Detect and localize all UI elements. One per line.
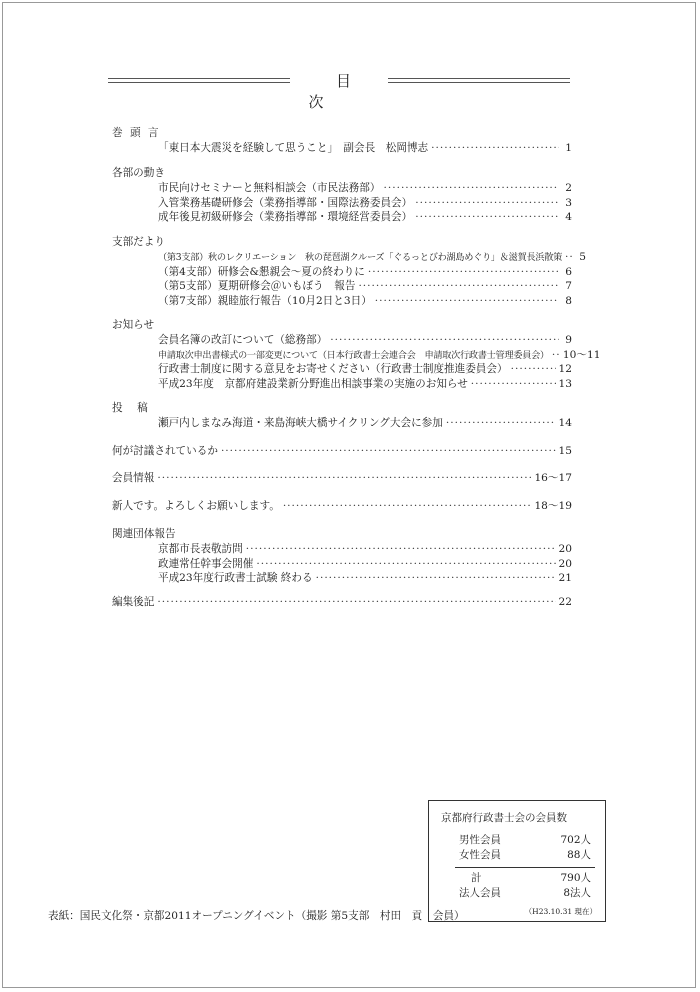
corp-value: 8法人	[563, 887, 591, 899]
leader-dots	[256, 557, 555, 572]
section-toukou	[112, 401, 572, 431]
toc-entry[interactable]	[112, 557, 572, 572]
entry-title: （第5支部）夏期研修会＠いもぼう 報告	[158, 280, 356, 292]
leader-dots	[283, 499, 532, 514]
member-row-male	[459, 833, 595, 847]
leader-dots	[358, 279, 559, 294]
member-row-female	[459, 848, 595, 862]
entry-title: 申請取次申出書様式の一部変更について（日本行政書士会連合会 申請取次行政書士管理委員会）	[158, 349, 549, 361]
entry-title: 成年後見初級研修会（業務指導部・環境経営委員会）	[158, 211, 413, 223]
leader-dots	[157, 595, 555, 610]
toc-entry[interactable]	[112, 542, 572, 557]
leader-dots	[330, 333, 559, 348]
entry-title: （第3支部）秋のレクリエーション 秋の琵琶湖クルーズ「ぐるっとびわ湖島めぐり」＆滋賀長浜散策	[158, 252, 563, 263]
entry-page: 3	[565, 196, 572, 209]
leader-dots	[415, 210, 559, 225]
male-value: 702人	[560, 834, 591, 846]
entry-page: 22	[558, 596, 572, 608]
female-label: 女性会員	[459, 849, 501, 861]
leader-dots	[157, 471, 531, 486]
member-row-corp	[459, 886, 595, 900]
toc-title-row	[108, 72, 570, 111]
total-value: 790人	[560, 872, 591, 884]
member-count-box	[428, 800, 606, 922]
toc-entry[interactable]	[112, 499, 572, 514]
section-oshirase	[112, 318, 601, 391]
toc-entry[interactable]	[112, 444, 572, 459]
leader-dots	[565, 250, 573, 265]
entry-page: 13	[558, 377, 572, 390]
total-divider	[455, 867, 595, 868]
leader-dots	[431, 141, 559, 156]
entry-page: 15	[558, 445, 572, 457]
section-heading: 支部だより	[112, 236, 165, 248]
entry-title: 編集後記	[112, 596, 155, 608]
cover-caption: 表紙：国民文化祭・京都2011オープニングイベント（撮影 第5支部 村田 貢 会員）	[48, 910, 465, 922]
leader-dots	[375, 294, 559, 309]
section-kaiinjouhou	[112, 471, 572, 486]
section-henshuukouki	[112, 595, 572, 610]
entry-page: 1	[565, 142, 572, 154]
section-kantougen	[112, 126, 572, 156]
entry-title: 「東日本大震災を経験して思うこと」 副会長 松岡博志	[158, 142, 429, 154]
entry-title: （第4支部）研修会&懇親会～夏の終わりに	[158, 265, 365, 278]
total-label: 計	[471, 872, 482, 884]
entry-page: 14	[558, 417, 572, 429]
toc-entry[interactable]	[112, 181, 572, 196]
entry-title: 京都市長表敬訪問	[158, 543, 243, 555]
entry-title: 新人です。よろしくお願いします。	[112, 500, 280, 512]
entry-title: 会員名簿の改訂について（総務部）	[158, 334, 328, 346]
section-heading: お知らせ	[112, 319, 155, 331]
leader-dots	[383, 181, 559, 196]
entry-title: 市民向けセミナーと無料相談会（市民法務部）	[158, 182, 381, 194]
section-touginaiyou	[112, 444, 572, 459]
title-rule-left	[108, 78, 290, 83]
leader-dots	[316, 571, 556, 586]
leader-dots	[246, 542, 556, 557]
female-value: 88人	[567, 849, 591, 861]
section-kanrendantai	[112, 527, 572, 586]
page-title: 目 次	[308, 72, 459, 111]
toc-entry[interactable]	[112, 210, 572, 225]
entry-title: 平成23年度 京都府建設業新分野進出相談事業の実施のお知らせ	[158, 377, 468, 390]
entry-page: 20	[558, 543, 572, 555]
toc-entry[interactable]	[112, 595, 572, 610]
section-kakubu	[112, 166, 572, 225]
section-shinjin	[112, 499, 572, 514]
toc-entry[interactable]	[112, 279, 572, 294]
toc-entry[interactable]	[112, 362, 572, 377]
title-rule-right	[388, 78, 570, 83]
entry-page: 16～17	[534, 472, 572, 484]
entry-title: （第7支部）親睦旅行報告（10月2日と3日）	[158, 294, 372, 307]
entry-page: 5	[579, 251, 587, 263]
toc-entry[interactable]	[112, 250, 587, 265]
as-of-date: （H23.10.31 現在）	[524, 907, 597, 916]
toc-entry[interactable]	[112, 141, 572, 156]
entry-title: 瀬戸内しまなみ海道・来島海峡大橋サイクリング大会に参加	[158, 417, 443, 429]
toc-entry[interactable]	[112, 471, 572, 486]
male-label: 男性会員	[459, 834, 501, 846]
entry-page: 20	[558, 557, 572, 570]
entry-title: 行政書士制度に関する意見をお寄せください（行政書士制度推進委員会）	[158, 363, 508, 375]
entry-page: 18～19	[534, 500, 572, 512]
section-heading: 巻 頭 言	[112, 127, 161, 139]
entry-page: 8	[565, 294, 572, 307]
entry-page: 10～11	[562, 348, 601, 361]
toc-entry[interactable]	[112, 416, 572, 431]
toc-entry[interactable]	[112, 265, 572, 280]
entry-page: 7	[565, 280, 572, 292]
leader-dots	[471, 377, 556, 392]
entry-page: 2	[565, 182, 572, 194]
entry-page: 4	[565, 211, 572, 223]
member-count-title: 京都府行政書士会の会員数	[441, 812, 567, 824]
section-heading: 投 稿	[112, 402, 150, 414]
leader-dots	[446, 416, 556, 431]
entry-page: 12	[558, 363, 572, 375]
entry-title: 政連常任幹事会開催	[158, 557, 254, 570]
section-shibu	[112, 235, 587, 308]
section-heading: 各部の動き	[112, 167, 165, 179]
section-heading: 関連団体報告	[112, 528, 176, 540]
entry-title: 入管業務基礎研修会（業務指導部・国際法務委員会）	[158, 196, 413, 209]
leader-dots	[221, 444, 556, 459]
toc-entry[interactable]	[112, 196, 572, 211]
corp-label: 法人会員	[459, 887, 501, 899]
leader-dots	[415, 196, 559, 211]
member-row-total	[459, 871, 595, 885]
leader-dots	[511, 362, 556, 377]
entry-page: 21	[558, 572, 572, 584]
toc-entry[interactable]	[112, 294, 572, 309]
leader-dots	[368, 265, 559, 280]
entry-title: 会員情報	[112, 472, 155, 484]
toc-entry[interactable]	[112, 377, 572, 392]
leader-dots	[552, 348, 560, 363]
entry-title: 平成23年度行政書士試験 終わる	[158, 572, 313, 584]
entry-title: 何が討議されているか	[112, 445, 218, 457]
toc-entry[interactable]	[112, 348, 601, 363]
entry-page: 9	[565, 334, 572, 346]
toc-entry[interactable]	[112, 571, 572, 586]
entry-page: 6	[565, 265, 572, 278]
toc-entry[interactable]	[112, 333, 572, 348]
